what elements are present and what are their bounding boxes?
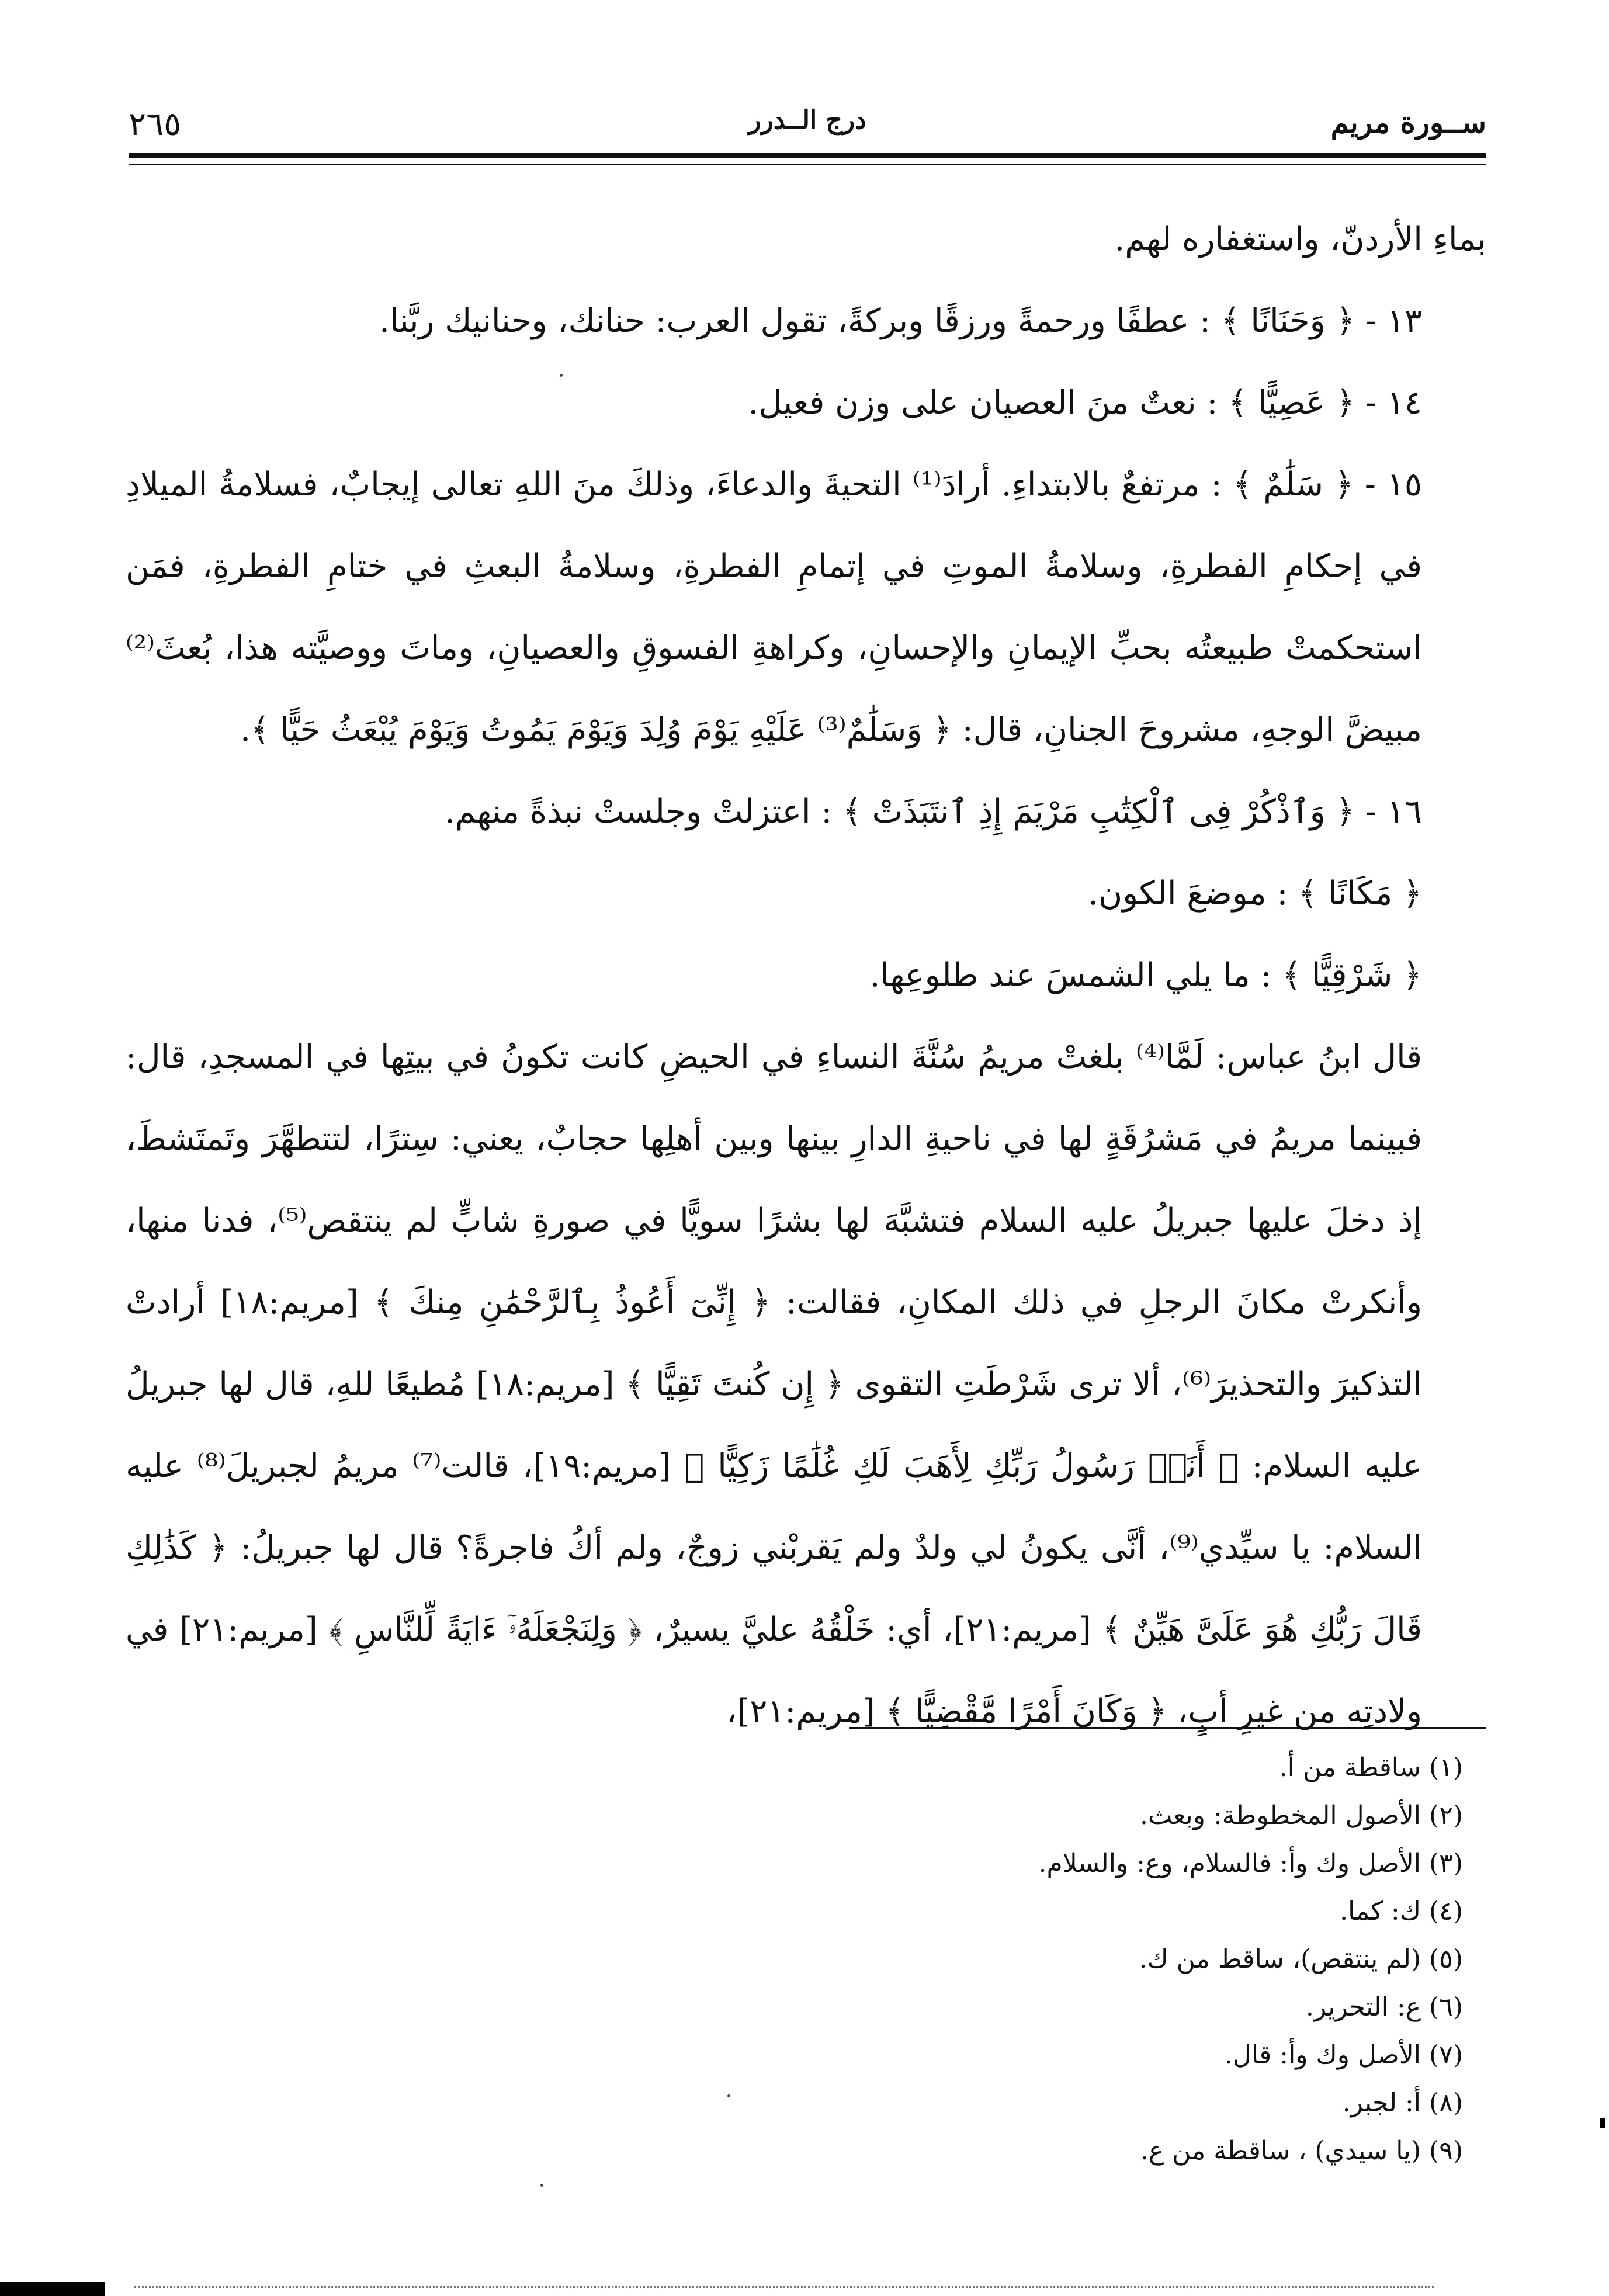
paragraph: ١٤ - ﴿ عَصِيًّا ﴾ : نعتٌ منَ العصيان على وزن فعيل. xyxy=(748,384,1422,422)
page-number: ٢٦٥ xyxy=(129,105,182,143)
header-rule-thick xyxy=(129,153,1486,158)
footnote: (٣) الأصل وك وأ: فالسلام، وع: والسلام. xyxy=(1038,1848,1463,1878)
paragraph: ١٦ - ﴿ وَٱذْكُرْ فِى ٱلْكِتَٰبِ مَرْيَمَ إِذِ ٱنتَبَذَتْ ﴾ : اعتزلتْ وجلستْ نبذةً منهم. xyxy=(445,793,1422,831)
scan-speck xyxy=(560,374,563,377)
paragraph: ﴿ شَرْقِيًّا ﴾ : ما يلي الشمسَ عند طلوعِها. xyxy=(869,956,1422,994)
footnote: (٨) أ: لجبر. xyxy=(1342,2088,1463,2118)
scan-corner-mark xyxy=(0,2282,105,2296)
footnote: (١) ساقطة من أ. xyxy=(1279,1753,1463,1782)
header-rule-thin xyxy=(129,164,1486,165)
running-header xyxy=(129,99,1486,146)
paragraph: بماءِ الأردنّ، واستغفاره لهم. xyxy=(1114,220,1486,258)
book-title: درج الــدرر xyxy=(748,105,866,135)
footnote: (٩) (يا سيدي) ، ساقطة من ع. xyxy=(1140,2136,1463,2166)
footnote: (٤) ك: كما. xyxy=(1340,1896,1463,1926)
footnote: (٧) الأصل وك وأ: قال. xyxy=(1224,2040,1463,2070)
footnotes xyxy=(733,1744,1463,2175)
footnote: (٢) الأصول المخطوطة: وبعث. xyxy=(1140,1801,1463,1830)
footnote: (٦) ع: التحرير. xyxy=(1305,1992,1463,2022)
surah-title: ســورة مريم xyxy=(1330,105,1486,140)
paragraph: ١٣ - ﴿ وَحَنَانًا ﴾ : عطفًا ورحمةً ورزقًا وبركةً، تقول العرب: حنانك، وحنانيك ربَّنا. xyxy=(379,302,1422,340)
scan-speck xyxy=(727,2094,730,2097)
paragraph: قال ابنُ عباس: لَمَّا⁽⁴⁾ بلغتْ مريمُ سُنَّةَ النساءِ في الحيضِ كانت تكونُ في بيتِها في المسجدِ، قال: فبينما مريمُ في مَشرُقَةٍ لها في ناحيةِ الدارِ بينها وبين أهلِها حجابٌ، يعني: سِترًا، لتتطهَّرَ وتَمتَشطَ، إذ دخلَ عليها جبريلُ عليه السلام فتشبَّهَ لها بشرًا سويًّا في صورةِ شابٍّ لم ينتقص⁽⁵⁾، فدنا منها، وأنكرتْ مكانَ الرجلِ في ذلك المكانِ، فقالت: ﴿ إِنِّىٓ أَعُوذُ بِٱلرَّحْمَٰنِ مِنكَ ﴾ [مريم:١٨] أرادتْ التذكيرَ والتحذيرَ⁽⁶⁾، ألا ترى شَرْطَتِ التقوى ﴿ إِن كُنتَ تَقِيًّا ﴾ [مريم:١٨] مُطيعًا للهِ، قال لها جبريلُ عليه السلام: ﴿ أَنَا۠ رَسُولُ رَبِّكِ لِأَهَبَ لَكِ غُلَٰمًا زَكِيًّا ﴾ [مريم:١٩]، قالت⁽⁷⁾ مريمُ لجبريلَ⁽⁸⁾ عليه السلام: يا سيِّدي⁽⁹⁾، أنَّى يكونُ لي ولدٌ ولم يَقربْني زوجٌ، ولم أكُ فاجرةً؟ قال لها جبريلُ: ﴿ كَذَٰلِكِ قَالَ رَبُّكِ هُوَ عَلَىَّ هَيِّنٌ ﴾ [مريم:٢١]، أي: خَلْقُهُ عليَّ يسيرٌ، ﴿ وَلِنَجْعَلَهُۥٓ ءَايَةً لِّلنَّاسِ ﴾ [مريم:٢١] في ولادتِه من غيرِ أبٍ، ﴿ وَكَانَ أَمْرًا مَّقْضِيًّا ﴾ [مريم:٢١]، xyxy=(126,1038,1423,1730)
footnote: (٥) (لم ينتقص)، ساقط من ك. xyxy=(1139,1944,1463,1974)
scan-edge-mark xyxy=(1600,2118,1605,2128)
paragraph: ﴿ مَكَانًا ﴾ : موضعَ الكون. xyxy=(1088,875,1422,913)
paragraph: ١٥ - ﴿ سَلَٰمٌ ﴾ : مرتفعٌ بالابتداءِ. أرادَ⁽¹⁾ التحيةَ والدعاءَ، وذلكَ منَ اللهِ تعالى إيجابٌ، فسلامةُ الميلادِ في إحكامِ الفطرةِ، وسلامةُ الموتِ في إتمامِ الفطرةِ، وسلامةُ البعثِ في ختامِ الفطرةِ، فمَن استحكمتْ طبيعتُه بحبِّ الإيمانِ والإحسانِ، وكراهةِ الفسوقِ والعصيانِ، وماتَ ووصيَّته هذا، بُعثَ⁽²⁾ مبيضَّ الوجهِ، مشروحَ الجنانِ، قال: ﴿ وَسَلَٰمٌ⁽³⁾ عَلَيْهِ يَوْمَ وُلِدَ وَيَوْمَ يَمُوتُ وَيَوْمَ يُبْعَثُ حَيًّا ﴾. xyxy=(126,466,1422,749)
scan-speck xyxy=(540,2184,543,2187)
scan-bottom-artifact xyxy=(134,2286,1434,2288)
footnote-separator xyxy=(849,1727,1486,1729)
main-text xyxy=(126,199,1486,1753)
